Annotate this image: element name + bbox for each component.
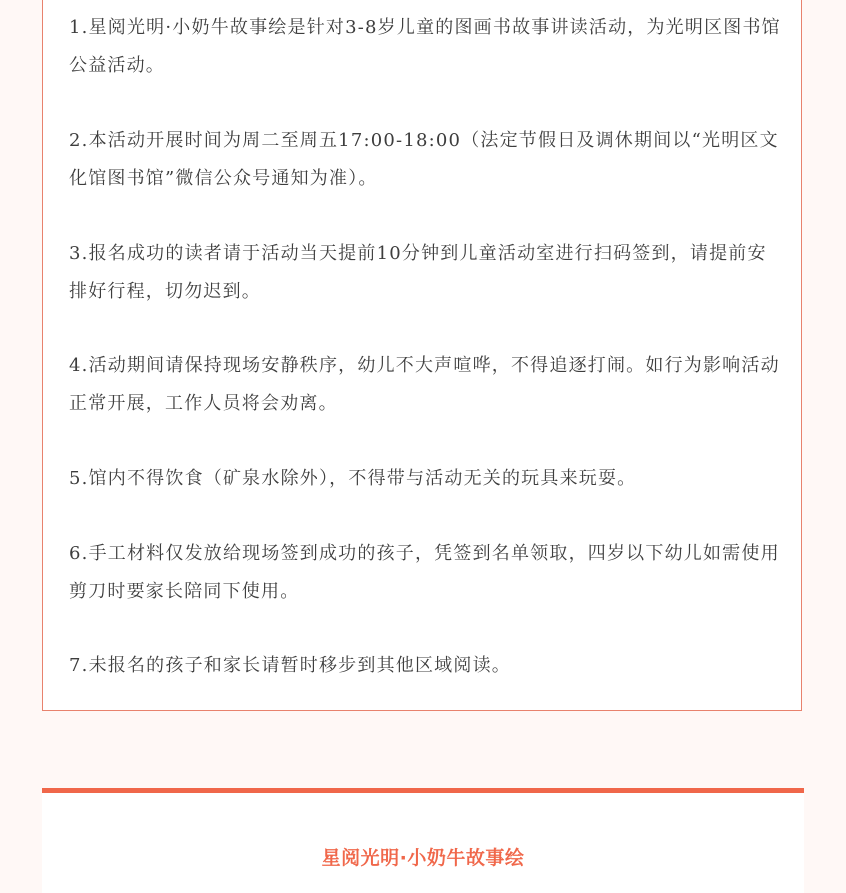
rule-item-2: 2.本活动开展时间为周二至周五17:00-18:00（法定节假日及调休期间以“光明区文化馆图书馆”微信公众号通知为准）。 xyxy=(69,130,779,189)
next-section-card xyxy=(42,788,804,893)
section-title: 星阅光明·小奶牛故事绘 xyxy=(321,847,525,869)
rule-item-7: 7.未报名的孩子和家长请暂时移步到其他区域阅读。 xyxy=(69,655,511,676)
rules-box xyxy=(42,0,802,711)
rule-item-1: 1.星阅光明·小奶牛故事绘是针对3-8岁儿童的图画书故事讲读活动，为光明区图书馆公益活动。 xyxy=(69,17,781,76)
rule-item-4: 4.活动期间请保持现场安静秩序，幼儿不大声喧哗，不得追逐打闹。如行为影响活动正常开展，工作人员将会劝离。 xyxy=(69,355,780,414)
rule-item-6: 6.手工材料仅发放给现场签到成功的孩子，凭签到名单领取，四岁以下幼儿如需使用剪刀时要家长陪同下使用。 xyxy=(69,543,780,602)
rule-item-3: 3.报名成功的读者请于活动当天提前10分钟到儿童活动室进行扫码签到，请提前安排好行程，切勿迟到。 xyxy=(69,243,767,302)
rule-item-5: 5.馆内不得饮食（矿泉水除外），不得带与活动无关的玩具来玩耍。 xyxy=(69,468,637,489)
